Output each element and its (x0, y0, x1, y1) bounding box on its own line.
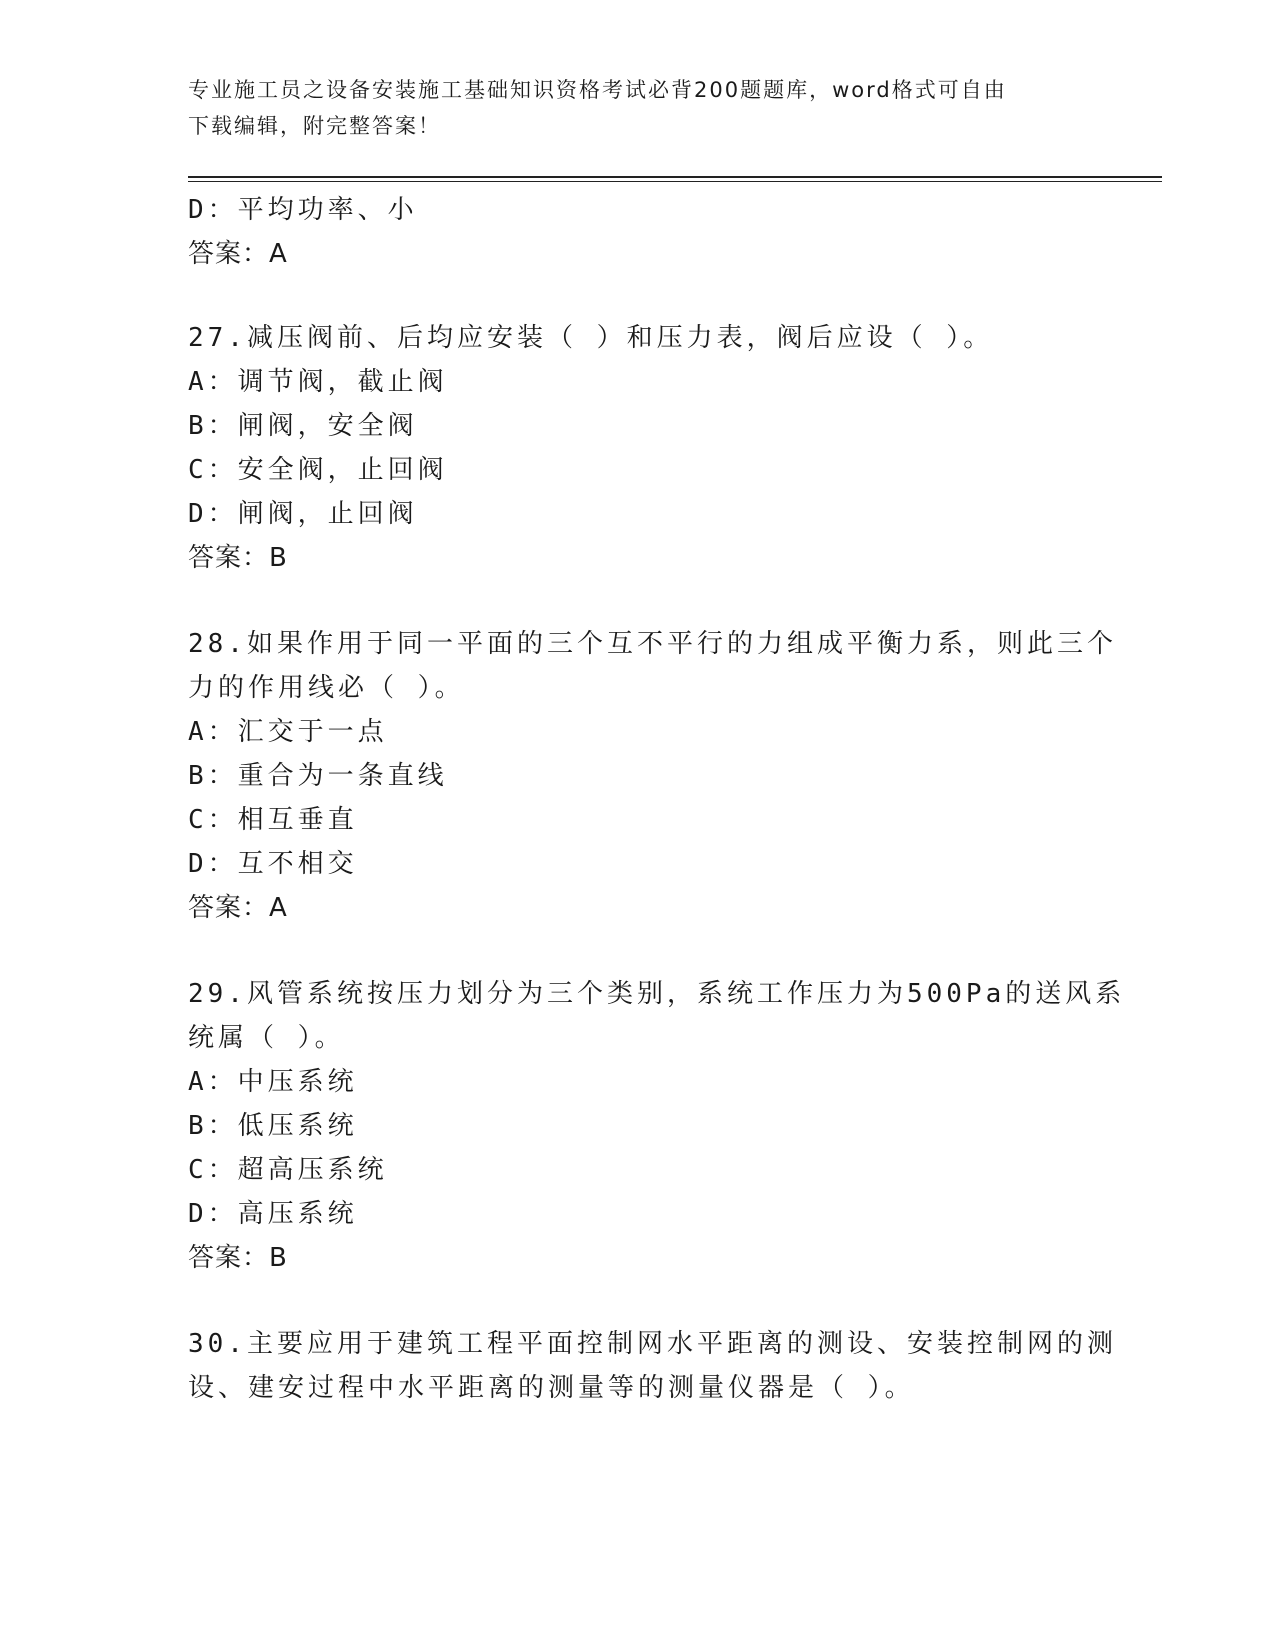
q29-stem-line-2: 统属（ ）。 (188, 1023, 345, 1053)
q27-option-d: D：闸阀，止回阀 (188, 499, 418, 529)
q28-answer: 答案：A (188, 893, 288, 923)
q28-stem-line-1: 28.如果作用于同一平面的三个互不平行的力组成平衡力系，则此三个 (188, 629, 1117, 659)
q29-option-a: A：中压系统 (188, 1067, 358, 1097)
q28-option-d: D：互不相交 (188, 849, 358, 879)
q27-option-b: B：闸阀，安全阀 (188, 411, 418, 441)
q29-answer: 答案：B (188, 1243, 288, 1273)
prev-answer: 答案：A (188, 239, 288, 269)
q29-stem-line-1: 29.风管系统按压力划分为三个类别，系统工作压力为500Pa的送风系 (188, 979, 1126, 1009)
q30-stem-line-2: 设、建安过程中水平距离的测量等的测量仪器是（ ）。 (188, 1373, 915, 1403)
q29-option-b: B：低压系统 (188, 1111, 358, 1141)
header-line-2: 下载编辑，附完整答案！ (188, 114, 441, 138)
q27-answer: 答案：B (188, 543, 288, 573)
q28-option-b: B：重合为一条直线 (188, 761, 448, 791)
q29-option-c: C：超高压系统 (188, 1155, 388, 1185)
q27-stem: 27.减压阀前、后均应安装（ ）和压力表，阀后应设（ ）。 (188, 323, 994, 353)
q28-option-c: C：相互垂直 (188, 805, 358, 835)
header-divider-thick (188, 176, 1162, 178)
q28-stem-line-2: 力的作用线必（ ）。 (188, 673, 465, 703)
header-line-1: 专业施工员之设备安装施工基础知识资格考试必背200题题库，word格式可自由 (188, 78, 1007, 102)
page-header (188, 72, 1088, 144)
q27-option-a: A：调节阀，截止阀 (188, 367, 448, 397)
prev-option-d: D：平均功率、小 (188, 195, 418, 225)
q27-option-c: C：安全阀，止回阀 (188, 455, 448, 485)
header-divider-thin (188, 181, 1162, 182)
q30-stem-line-1: 30.主要应用于建筑工程平面控制网水平距离的测设、安装控制网的测 (188, 1329, 1117, 1359)
q29-option-d: D：高压系统 (188, 1199, 358, 1229)
q28-option-a: A：汇交于一点 (188, 717, 388, 747)
